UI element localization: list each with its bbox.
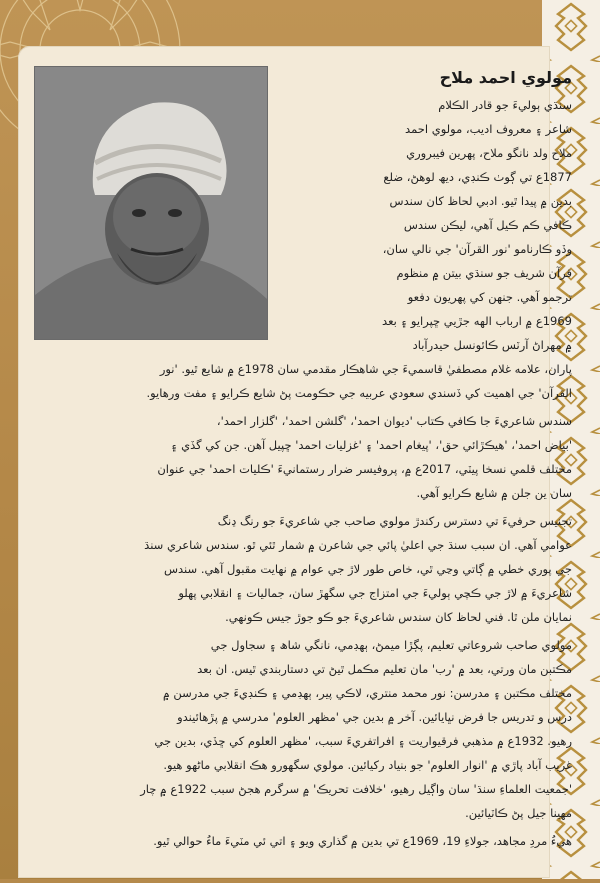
text-line: نمايان ملن ٿا. فني لحاظ کان سندس شاعريءَ جو ڪو جوڙ جيس ڪونهي. (225, 610, 572, 624)
text-line: مهينا جيل پڻ ڪاٽيائين. (465, 806, 572, 820)
text-line: وڏو ڪارنامو 'نور القرآن' جي نالي سان، (382, 242, 572, 256)
text-line: هيءُ مردِ مجاهد، جولاءِ 19، 1969ع تي بدين ۾ گذاري ويو ۽ اتي ئي مٽيءَ ماءُ حوالي ٿيو. (153, 834, 572, 848)
text-line: بدين ۾ پيدا ٿيو. ادبي لحاظ کان سندس (389, 194, 572, 208)
text-line: 1969ع ۾ ارباب الهه جڙيي ڇپرايو ۽ بعد (382, 314, 572, 328)
text-line: 1877ع تي ڳوٺ ڪنڊي، ديھ لوهڻ، ضلع (383, 170, 572, 184)
text-line: القرآن' جي اهميت کي ڏسندي سعودي عربيه جي حڪومت پڻ شايع ڪرايو ۽ مفت ورهايو. (146, 386, 572, 400)
text-line: قرآن شريف جو سنڌي بيتن ۾ منظوم (396, 266, 572, 280)
text-line: ملاح ولد نانگو ملاح، پهرين فيبروري (406, 146, 572, 160)
text-line: 'جمعيت العلماءِ سنڌ' سان واڳيل رهيو، 'خلافت تحريڪ' ۾ سرگرم هجڻ سبب 1922ع ۾ چار (140, 782, 572, 796)
text-line: جي پوري خطي ۾ ڳاتي وڃي ٿي، خاص طور لاڙ جي عوام ۾ نهايت مقبول آهي. سندس (163, 562, 572, 576)
text-line: شاعريءَ ۾ لاڙ جي ڪچي ٻوليءَ جي امتزاج جي سگھڙ سان، جماليات ۽ انقلابي پهلو (178, 586, 572, 600)
text-line: پاران، علامه غلام مصطفيٰ قاسميءَ جي شاهڪار مقدمي سان 1978ع ۾ شايع ٿيو. 'نور (159, 362, 572, 376)
text-line: 'بياض احمد'، 'هيڪڙائي حق'، 'پيغام احمد' ۽ 'غزليات احمد' ڇپيل آهن. جن کي گڏي ۽ (170, 438, 572, 452)
text-line: سان ين جلن ۾ شايع ڪرايو آهي. (416, 486, 572, 500)
text-line: سنڌي ٻوليءَ جو قادر الڪلام (438, 98, 572, 112)
text-line: مختلف قلمي نسخا پيٽي، 2017ع ۾، پروفيسر ضرار رستمانيءَ 'ڪليات احمد' جي عنوان (157, 462, 572, 476)
text-line: مڪتبن مان ورتي، بعد ۾ 'رب' مان تعليم مڪمل ٿيڻ تي دستاربندي ٿيس. ان بعد (197, 662, 572, 676)
text-line: درس و تدريس جا فرض نڀايائين. آخر ۾ بدين جي 'مظهر العلوم' مدرسي ۾ پڙهائيندو (177, 710, 572, 724)
text-line: ۾ مهراڻ آرٽس ڪائونسل حيدرآباد (412, 338, 572, 352)
text-line: مختلف مڪتبن ۽ مدرسن: نور محمد منتري، لاڪي پير، ٻهڊمي ۽ ڪنڊيءَ جي مدرسن ۾ (162, 686, 572, 700)
text-line: ڪافي ڪم ڪيل آهي، ليڪن سندس (403, 218, 572, 232)
page-title: مولوي احمد ملاح (439, 68, 572, 87)
text-line: سندس شاعريءَ جا ڪافي ڪتاب 'ديوان احمد'، 'گلشن احمد'، 'گلزار احمد'، (216, 414, 572, 428)
text-line: غريب آباد پاڙي ۾ 'انوار العلوم' جو بنياد رکيائين. مولوي سگھورو هڪ انقلابي ماڻهو هيو. (163, 758, 572, 772)
text-line: مولوي صاحب شروعاتي تعليم، پڳڙا ميمڻ، ٻهڊمي، نانگي شاھ ۽ سجاول جي (210, 638, 572, 652)
text-line: ترجمو آهي. جنهن کي پهريون دفعو (407, 290, 572, 304)
text-line: تجنيس حرفيءَ تي دسترس رکندڙ مولوي صاحب جي شاعريءَ جو رنگ ڍنگ (217, 514, 572, 528)
text-line: رهيو. 1932ع ۾ مذهبي فرقيواريت ۽ افراتفريءَ سبب، 'مظهر العلوم کي ڇڏي، بدين جي (154, 734, 572, 748)
text-line: شاعر ۽ معروف اديب، مولوي احمد (405, 122, 572, 136)
text-line: عوامي آهي. ان سبب سنڌ جي اعليٰ پائي جي شاعرن ۾ شمار ٿئي ٿو. سندس شاعري سنڌ (144, 538, 572, 552)
